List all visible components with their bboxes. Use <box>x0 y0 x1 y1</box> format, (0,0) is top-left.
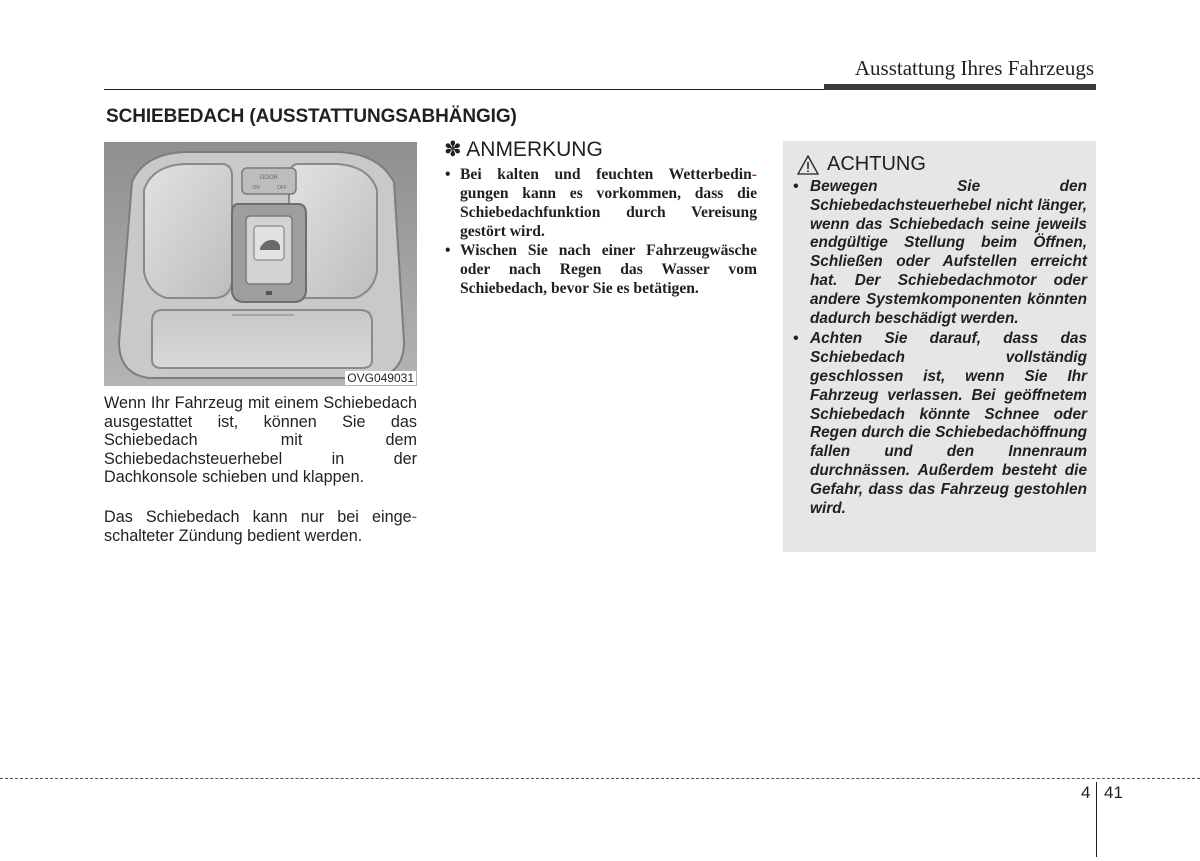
overhead-console-figure <box>104 142 417 386</box>
bullet-icon: • <box>445 166 451 183</box>
section-title: SCHIEBEDACH (AUSSTATTUNGSABHÄNGIG) <box>106 106 517 127</box>
body-paragraph-1: Wenn Ihr Fahrzeug mit einem Schiebedach ausgestattet ist, können Sie das Schiebedach mit dem Schiebedachsteuerhebel in der Dachkonsole schieben und klappen. <box>104 394 417 487</box>
footer-dashed-rule <box>0 778 1200 779</box>
caution-item-1: Bewegen Sie den Schiebedachsteuerhebel nicht länger, wenn das Schiebedach seine jeweils endgültige Stellung beim Öffnen, Schließen oder Aufstellen erreicht hat. Der Schiebedachmotor oder andere Systemkomponenten könnten dadurch beschädigt werden. <box>810 178 1087 327</box>
note-heading: ✽ ANMERKUNG <box>444 138 603 161</box>
body-text <box>104 394 417 566</box>
note-item-1-a: Bei kalten und feuchten Wetterbedin <box>460 166 752 183</box>
note-item-1-b: gungen kann es vorkommen, dass die Schiebedachfunktion durch Vereisung gestört wird. <box>460 185 757 240</box>
overhead-console-illustration <box>104 142 417 386</box>
caution-item <box>793 178 1087 328</box>
warning-triangle-icon <box>797 155 819 175</box>
caution-header <box>797 153 926 176</box>
caution-box <box>783 141 1096 552</box>
note-list <box>444 165 757 298</box>
hyphen-mark: - <box>751 166 757 183</box>
note-item <box>444 165 757 241</box>
note-item <box>444 241 757 298</box>
body-paragraph-2-b: schalteter Zündung bedient werden. <box>104 526 363 545</box>
note-item-2: Wischen Sie nach einer Fahrzeugwäsche oder nach Regen das Wasser vom Schiebedach, bevor Sie es betätigen. <box>460 242 757 297</box>
header-title: Ausstattung Ihres Fahrzeugs <box>854 56 1094 80</box>
bullet-icon: • <box>445 242 451 259</box>
hyphen-mark: - <box>411 507 417 526</box>
caution-heading: ACHTUNG <box>827 153 926 175</box>
body-paragraph-2 <box>104 508 417 545</box>
chapter-number: 4 <box>1081 783 1091 802</box>
on-label: ON <box>252 185 260 191</box>
page-number: 41 <box>1104 783 1123 802</box>
caution-item-2: Achten Sie darauf, dass das Schiebedach vollständig geschlossen ist, wenn Sie Ihr Fahrzeug verlassen. Bei geöffnetem Schiebedach könnte Schnee oder Regen durch die Schiebedachöffnung fallen und den Innenraum durchnässen. Außerdem besteht die Gefahr, dass das Fahrzeug gestohlen wird. <box>810 330 1087 517</box>
header-rule-accent <box>824 84 1096 90</box>
door-label: DOOR <box>260 175 278 181</box>
bullet-icon: • <box>793 178 799 195</box>
bullet-icon: • <box>793 330 799 348</box>
page-number-separator <box>1096 782 1097 857</box>
body-paragraph-2-a: Das Schiebedach kann nur bei einge <box>104 507 412 526</box>
caution-item <box>793 330 1087 518</box>
caution-list <box>793 178 1087 520</box>
off-label: OFF <box>277 185 287 191</box>
figure-code: OVG049031 <box>347 371 414 385</box>
